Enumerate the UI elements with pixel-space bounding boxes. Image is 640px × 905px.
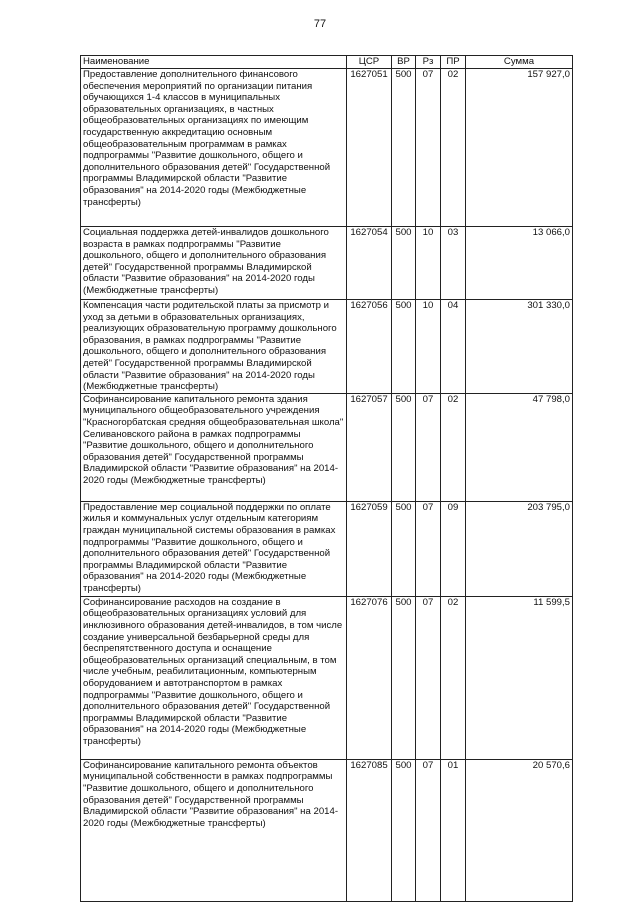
row-csr: 1627085 bbox=[347, 759, 392, 901]
header-vr: ВР bbox=[392, 56, 416, 69]
row-pr: 02 bbox=[441, 596, 466, 759]
row-vr: 500 bbox=[392, 69, 416, 227]
row-vr: 500 bbox=[392, 393, 416, 501]
row-vr: 500 bbox=[392, 759, 416, 901]
row-name: Софинансирование расходов на создание в общеобразовательных организациях условий для инклюзивного образования детей-инвалидов, в том числе создание универсальной безбарьерной среды для беспрепятственного доступа и оснащение общеобразовательных организаций специальным, в том числе учебным, реабилитационным, компьютерным оборудованием и автотранспортом в рамках подпрограммы "Развитие дошкольного, общего и дополнительного образования детей" Государственной программы Владимирской области "Развитие образования" на 2014-2020 годы (Межбюджетные трансферты) bbox=[81, 596, 347, 759]
row-pr: 03 bbox=[441, 227, 466, 300]
row-rz: 07 bbox=[416, 501, 441, 596]
row-csr: 1627076 bbox=[347, 596, 392, 759]
row-pr: 02 bbox=[441, 69, 466, 227]
row-sum: 13 066,0 bbox=[466, 227, 573, 300]
row-sum: 157 927,0 bbox=[466, 69, 573, 227]
table-row bbox=[81, 596, 573, 759]
row-sum: 301 330,0 bbox=[466, 300, 573, 394]
row-rz: 07 bbox=[416, 596, 441, 759]
row-pr: 09 bbox=[441, 501, 466, 596]
row-name: Социальная поддержка детей-инвалидов дошкольного возраста в рамках подпрограммы "Развитие дошкольного, общего и дополнительного образования детей" Государственной программы Владимирской области "Развитие образования" на 2014-2020 годы (Межбюджетные трансферты) bbox=[81, 227, 347, 300]
row-pr: 02 bbox=[441, 393, 466, 501]
header-name: Наименование bbox=[81, 56, 347, 69]
row-rz: 10 bbox=[416, 227, 441, 300]
row-sum: 11 599,5 bbox=[466, 596, 573, 759]
row-sum: 203 795,0 bbox=[466, 501, 573, 596]
row-pr: 04 bbox=[441, 300, 466, 394]
row-name: Компенсация части родительской платы за присмотр и уход за детьми в образовательных организациях, реализующих образовательную программу дошкольного образования, в рамках подпрограммы "Развитие дошкольного, общего и дополнительного образования детей" Государственной программы Владимирской области "Развитие образования" на 2014-2020 годы (Межбюджетные трансферты) bbox=[81, 300, 347, 394]
row-vr: 500 bbox=[392, 227, 416, 300]
row-sum: 47 798,0 bbox=[466, 393, 573, 501]
header-csr: ЦСР bbox=[347, 56, 392, 69]
row-name: Предоставление мер социальной поддержки по оплате жилья и коммунальных услуг отдельным категориям граждан муниципальной системы образования в рамках подпрограммы "Развитие дошкольного, общего и дополнительного образования детей" Государственной программы Владимирской области "Развитие образования" на 2014-2020 годы (Межбюджетные трансферты) bbox=[81, 501, 347, 596]
row-name: Предоставление дополнительного финансового обеспечения мероприятий по организации питания обучающихся 1-4 классов в муниципальных образовательных организациях, в частных общеобразовательных организациях по имеющим государственную аккредитацию основным общеобразовательным программам в рамках подпрограммы "Развитие дошкольного, общего и дополнительного образования детей" Государственной программы Владимирской области "Развитие образования" на 2014-2020 годы (Межбюджетные трансферты) bbox=[81, 69, 347, 227]
page-number: 77 bbox=[313, 18, 327, 30]
row-vr: 500 bbox=[392, 501, 416, 596]
row-csr: 1627054 bbox=[347, 227, 392, 300]
header-pr: ПР bbox=[441, 56, 466, 69]
row-rz: 10 bbox=[416, 300, 441, 394]
budget-table bbox=[80, 55, 573, 902]
row-csr: 1627059 bbox=[347, 501, 392, 596]
table-row bbox=[81, 501, 573, 596]
table-row bbox=[81, 393, 573, 501]
row-pr: 01 bbox=[441, 759, 466, 901]
row-rz: 07 bbox=[416, 393, 441, 501]
row-rz: 07 bbox=[416, 759, 441, 901]
header-sum: Сумма bbox=[466, 56, 573, 69]
row-name: Софинансирование капитального ремонта здания муниципального общеобразовательного учреждения "Красногорбатская средняя общеобразовательная школа" Селивановского района в рамках подпрограммы "Развитие дошкольного, общего и дополнительного образования детей" Государственной программы Владимирской области "Развитие образования" на 2014-2020 годы (Межбюджетные трансферты) bbox=[81, 393, 347, 501]
header-rz: Рз bbox=[416, 56, 441, 69]
row-rz: 07 bbox=[416, 69, 441, 227]
row-sum: 20 570,6 bbox=[466, 759, 573, 901]
table-row bbox=[81, 69, 573, 227]
table-row bbox=[81, 759, 573, 901]
row-name: Софинансирование капитального ремонта объектов муниципальной собственности в рамках подпрограммы "Развитие дошкольного, общего и дополнительного образования детей" Государственной программы Владимирской области "Развитие образования" на 2014-2020 годы (Межбюджетные трансферты) bbox=[81, 759, 347, 901]
row-vr: 500 bbox=[392, 596, 416, 759]
table-header-row bbox=[81, 56, 573, 69]
table-row bbox=[81, 227, 573, 300]
table-row bbox=[81, 300, 573, 394]
row-csr: 1627057 bbox=[347, 393, 392, 501]
row-vr: 500 bbox=[392, 300, 416, 394]
row-csr: 1627056 bbox=[347, 300, 392, 394]
row-csr: 1627051 bbox=[347, 69, 392, 227]
